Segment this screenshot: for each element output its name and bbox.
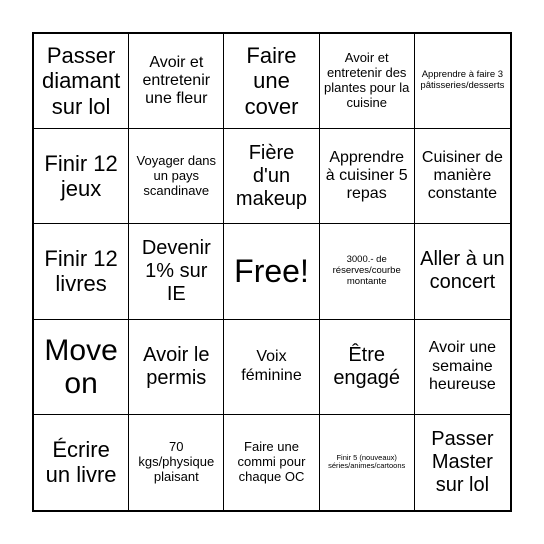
bingo-cell: Écrire un livre — [34, 415, 129, 510]
bingo-cell: Avoir et entretenir une fleur — [129, 34, 224, 129]
bingo-cell: Faire une cover — [224, 34, 319, 129]
bingo-cell: Faire une commi pour chaque OC — [224, 415, 319, 510]
bingo-cell: Apprendre à faire 3 pâtisseries/desserts — [415, 34, 510, 129]
bingo-cell: Apprendre à cuisiner 5 repas — [320, 129, 415, 224]
bingo-cell: Avoir une semaine heureuse — [415, 320, 510, 415]
bingo-cell: Cuisiner de manière constante — [415, 129, 510, 224]
bingo-cell: Devenir 1% sur IE — [129, 224, 224, 319]
bingo-cell: Passer diamant sur lol — [34, 34, 129, 129]
bingo-cell: Voyager dans un pays scandinave — [129, 129, 224, 224]
bingo-cell: 70 kgs/physique plaisant — [129, 415, 224, 510]
bingo-cell: Finir 5 (nouveaux) séries/animes/cartoons — [320, 415, 415, 510]
bingo-cell: Être engagé — [320, 320, 415, 415]
bingo-cell: Move on — [34, 320, 129, 415]
bingo-board — [32, 32, 512, 512]
bingo-cell: Passer Master sur lol — [431, 427, 494, 496]
bingo-cell: Finir 12 livres — [34, 224, 129, 319]
bingo-cell-free: Free! — [224, 224, 319, 319]
bingo-cell: Finir 12 jeux — [34, 129, 129, 224]
bingo-cell: Fière d'un makeup — [224, 129, 319, 224]
bingo-cell: 3000.- de réserves/courbe montante — [320, 224, 415, 319]
bingo-cell: Voix féminine — [224, 320, 319, 415]
bingo-cell: Aller à un concert — [415, 224, 510, 319]
bingo-cell: Avoir le permis — [129, 320, 224, 415]
bingo-cell: Avoir et entretenir des plantes pour la cuisine — [320, 34, 415, 129]
